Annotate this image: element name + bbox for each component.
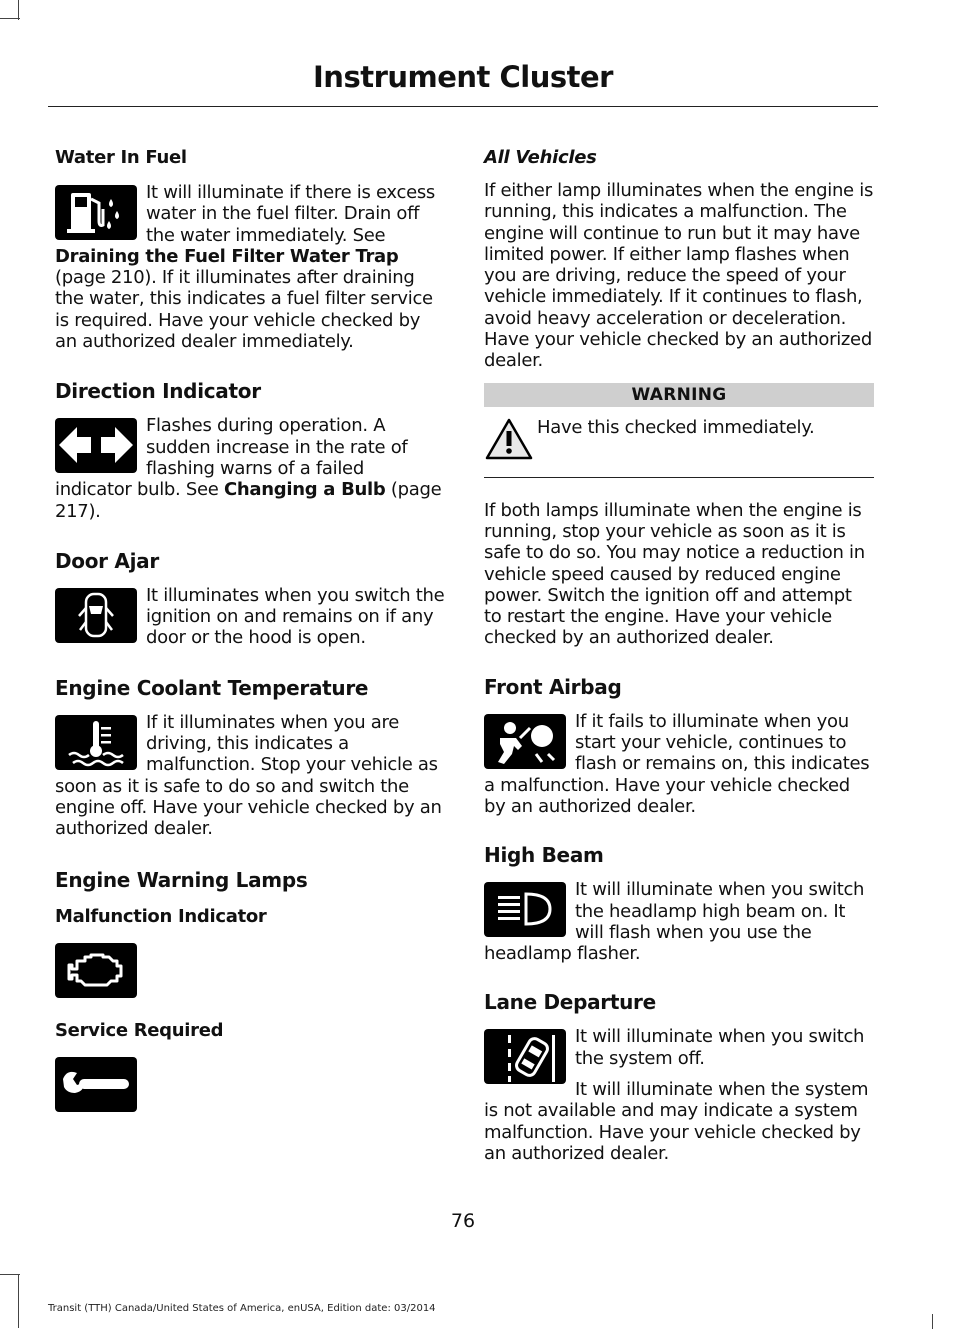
service-required-heading: Service Required xyxy=(55,1019,224,1041)
warning-text: Have this checked immediately. xyxy=(537,416,815,438)
water-trap-reference: Draining the Fuel Filter Water Trap xyxy=(55,245,399,267)
front-airbag-text: If it fails to illuminate when you start your vehicle, continues to flash or remains on, this indicates a malfunction. Have your vehicle checked by an authorized dealer. xyxy=(484,710,870,817)
water-in-fuel-text-after: (page 210). If it illuminates after draining the water, this indicates a fuel filter service is required. Have your vehicle checked by an authorized dealer immediately. xyxy=(55,267,433,353)
crop-mark xyxy=(18,0,19,20)
direction-indicator-heading: Direction Indicator xyxy=(55,379,261,404)
lane-departure-heading: Lane Departure xyxy=(484,990,656,1015)
wrench-icon xyxy=(55,1057,137,1112)
malfunction-indicator-heading: Malfunction Indicator xyxy=(55,905,267,927)
left-column xyxy=(55,145,445,1112)
page-number: 76 xyxy=(450,1210,476,1232)
lane-departure-text-2: It will illuminate when the system is not available and may indicate a system malfunction. Have your vehicle checked by an authorized dealer. xyxy=(484,1079,869,1164)
door-ajar-icon xyxy=(55,588,137,643)
all-vehicles-heading: All Vehicles xyxy=(484,147,597,168)
crop-mark xyxy=(0,18,20,19)
high-beam-heading: High Beam xyxy=(484,843,604,868)
airbag-icon xyxy=(484,714,566,769)
door-ajar-section xyxy=(55,549,445,649)
direction-indicator-text-after: (page 217). xyxy=(55,479,442,522)
direction-indicator-icon xyxy=(55,418,137,473)
high-beam-section xyxy=(484,843,874,964)
door-ajar-heading: Door Ajar xyxy=(55,548,159,573)
lane-departure-icon xyxy=(484,1029,566,1084)
water-in-fuel-heading: Water In Fuel xyxy=(55,147,187,168)
high-beam-icon xyxy=(484,882,566,937)
changing-bulb-reference: Changing a Bulb xyxy=(223,479,386,501)
footer-edition: Transit (TTH) Canada/United States of America, enUSA, Edition date: 03/2014 xyxy=(48,1303,436,1314)
warning-box xyxy=(484,383,874,478)
warning-triangle-icon xyxy=(484,417,534,461)
both-lamps-text: If both lamps illuminate when the engine is running, stop your vehicle as soon as it is safe to do so. You may notice a reduction in vehicle speed caused by reduced engine power. Switch the ignition off and attempt to restart the engine. Have your vehicle checked by an authorized dealer. xyxy=(484,499,865,649)
right-column xyxy=(484,145,874,1164)
engine-warning-section xyxy=(55,868,445,1112)
warning-label: WARNING xyxy=(484,383,874,407)
engine-coolant-heading: Engine Coolant Temperature xyxy=(55,675,369,700)
front-airbag-section xyxy=(484,675,874,817)
title-divider xyxy=(48,106,878,107)
water-in-fuel-icon xyxy=(55,185,137,240)
all-vehicles-section xyxy=(484,147,874,372)
crop-mark xyxy=(18,1274,19,1328)
lane-departure-text-1: It will illuminate when you switch the system off. xyxy=(575,1026,865,1069)
coolant-temperature-icon xyxy=(55,715,137,770)
all-vehicles-text: If either lamp illuminates when the engine is running, this indicates a malfunction. The engine will continue to run but it may have limited power. If either lamp flashes when you are driving, reduce the speed of your vehicle immediately. If it continues to flash, avoid heavy acceleration or deceleration. Have your vehicle checked by an authorized dealer. xyxy=(484,180,874,372)
page-title: Instrument Cluster xyxy=(313,60,613,94)
crop-mark xyxy=(932,1314,933,1329)
front-airbag-heading: Front Airbag xyxy=(484,674,622,699)
direction-indicator-section xyxy=(55,379,445,521)
water-in-fuel-section xyxy=(55,147,445,352)
engine-coolant-text: If it illuminates when you are driving, this indicates a malfunction. Stop your vehicle as soon as it is safe to do so and switch the engine off. Have your vehicle checked by an authorized dealer. xyxy=(55,711,442,840)
water-in-fuel-text: It will illuminate if there is excess water in the fuel filter. Drain off the water immediately. See xyxy=(146,182,435,246)
engine-warning-heading: Engine Warning Lamps xyxy=(55,867,308,892)
engine-coolant-section xyxy=(55,676,445,840)
door-ajar-text: It illuminates when you switch the ignition on and remains on if any door or the hood is open. xyxy=(146,584,445,649)
direction-indicator-text: Flashes during operation. A sudden increase in the rate of flashing warns of a failed indicator bulb. See xyxy=(55,415,408,501)
check-engine-icon xyxy=(55,943,137,998)
crop-mark xyxy=(0,1274,20,1275)
lane-departure-section xyxy=(484,990,874,1164)
high-beam-text: It will illuminate when you switch the headlamp high beam on. It will flash when you use the headlamp flasher. xyxy=(484,879,865,965)
